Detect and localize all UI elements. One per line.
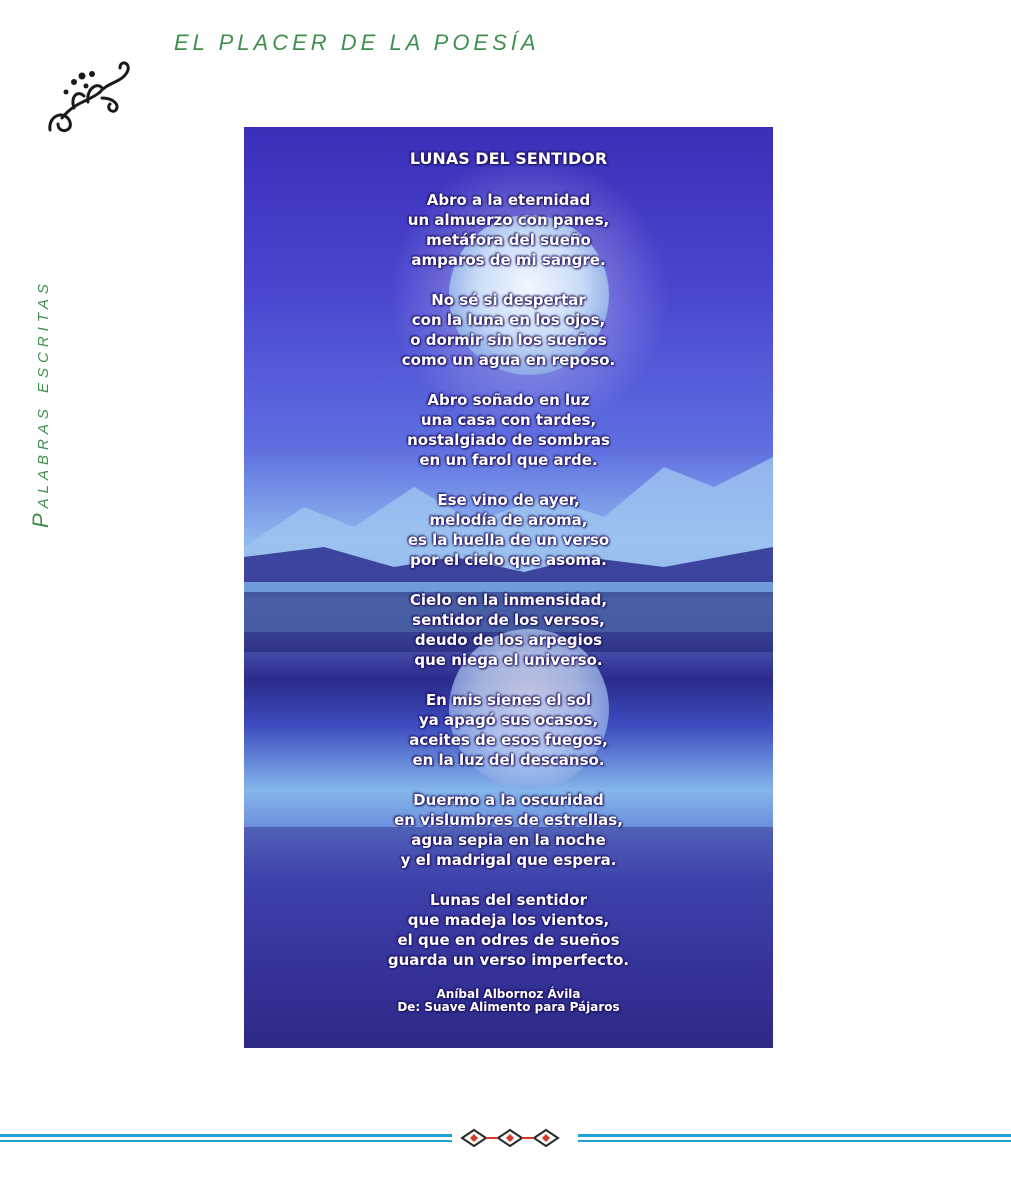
- poem-line: No sé si despertar: [431, 291, 586, 309]
- poem-line: Cielo en la inmensidad,: [409, 591, 608, 609]
- poem-line: con la luna en los ojos,: [411, 311, 606, 329]
- poem-stanza: [244, 490, 773, 570]
- poem-stanza: [244, 690, 773, 770]
- poem-line: que niega el universo.: [414, 651, 603, 669]
- poem-line: aceites de esos fuegos,: [409, 731, 608, 749]
- poem-line: Ese vino de ayer,: [437, 491, 580, 509]
- page-header-title: EL PLACER DE LA POESÍA: [174, 30, 540, 55]
- poem-line: el que en odres de sueños: [397, 931, 620, 949]
- poem-line: Lunas del sentidor: [430, 891, 587, 909]
- poem-line: melodía de aroma,: [429, 511, 588, 529]
- poem-line: nostalgiado de sombras: [407, 431, 610, 449]
- poem-source: De: Suave Alimento para Pájaros: [397, 1000, 620, 1014]
- poem-line: es la huella de un verso: [407, 531, 610, 549]
- poem-line: sentidor de los versos,: [412, 611, 605, 629]
- poem-line: agua sepia en la noche: [411, 831, 606, 849]
- poem-line: una casa con tardes,: [420, 411, 597, 429]
- poem-stanzas: [244, 190, 773, 970]
- poem-stanza: [244, 590, 773, 670]
- poem-text: [244, 149, 773, 1016]
- poem-author: Aníbal Albornoz Ávila: [436, 987, 581, 1001]
- flourish-ornament-icon: [40, 52, 140, 136]
- poem-line: que madeja los vientos,: [407, 911, 610, 929]
- poem-line: un almuerzo con panes,: [407, 211, 610, 229]
- footer-rule-right: [578, 1134, 1011, 1142]
- poem-line: en un farol que arde.: [419, 451, 598, 469]
- poem-line: Duermo a la oscuridad: [413, 791, 604, 809]
- poem-line: en la luz del descanso.: [412, 751, 605, 769]
- poem-line: deudo de los arpegios: [414, 631, 603, 649]
- poem-line: guarda un verso imperfecto.: [387, 951, 630, 969]
- poem-line: y el madrigal que espera.: [400, 851, 617, 869]
- poem-line: amparos de mi sangre.: [411, 251, 606, 269]
- poem-line: en vislumbres de estrellas,: [394, 811, 623, 829]
- poem-line: ya apagó sus ocasos,: [418, 711, 599, 729]
- poem-stanza: [244, 190, 773, 270]
- poem-title: LUNAS DEL SENTIDOR: [409, 149, 608, 168]
- poem-line: por el cielo que asoma.: [410, 551, 607, 569]
- poem-stanza: [244, 890, 773, 970]
- poem-line: Abro a la eternidad: [426, 191, 591, 209]
- side-vertical-title: Palabras escritas: [28, 279, 53, 528]
- poem-line: Abro soñado en luz: [427, 391, 590, 409]
- poem-stanza: [244, 290, 773, 370]
- poem-poster: [244, 127, 773, 1048]
- poem-stanza: [244, 790, 773, 870]
- poem-stanza: [244, 390, 773, 470]
- poem-line: En mis sienes el sol: [425, 691, 592, 709]
- diamond-pattern-icon: [458, 1128, 564, 1148]
- footer-rule-left: [0, 1134, 452, 1142]
- poem-line: o dormir sin los sueños: [410, 331, 607, 349]
- poem-line: como un agua en reposo.: [401, 351, 616, 369]
- poem-line: metáfora del sueño: [426, 231, 591, 249]
